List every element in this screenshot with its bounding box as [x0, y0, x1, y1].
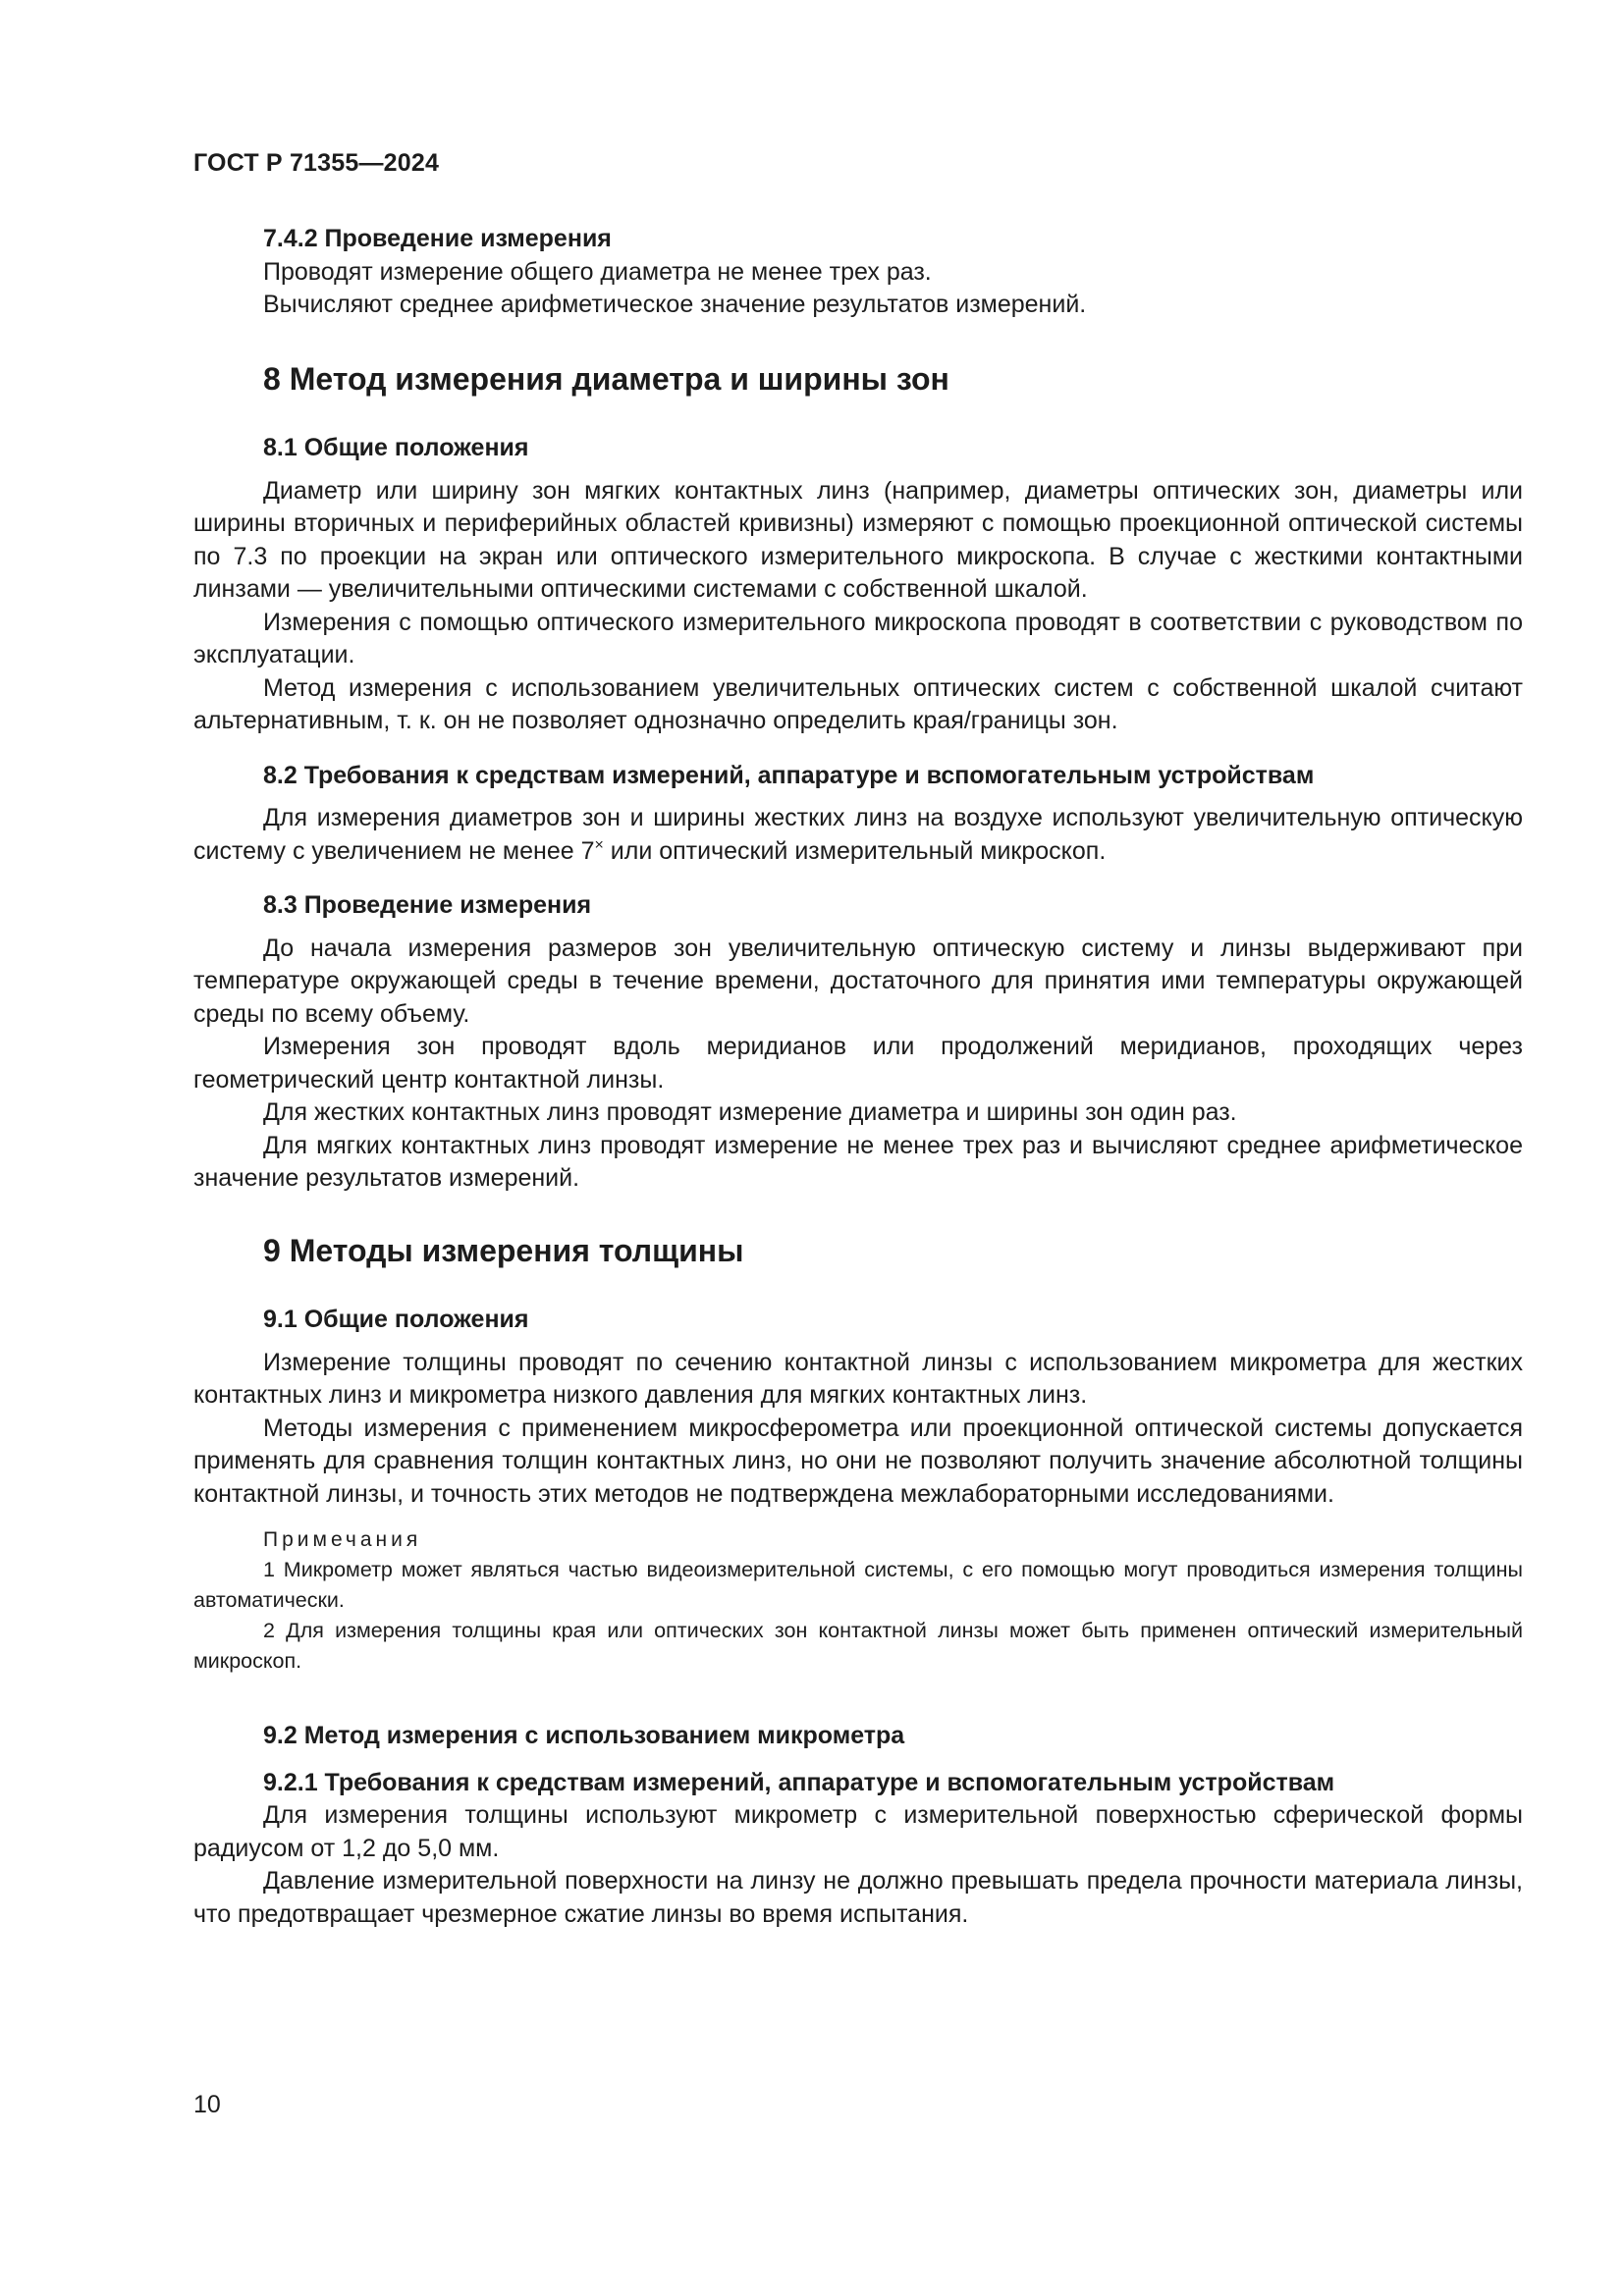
page-number: 10	[193, 2091, 221, 2118]
paragraph-8-3-4: Для мягких контактных линз проводят измерение не менее трех раз и вычисляют среднее арифметическое значение результатов измерений.	[193, 1131, 1523, 1192]
paragraph-9-2-1-1: Для измерения толщины используют микрометр с измерительной поверхностью сферической формы радиусом от 1,2 до 5,0 мм.	[193, 1801, 1523, 1862]
heading-7-4-2: 7.4.2 Проведение измерения	[263, 225, 612, 252]
heading-9-1: 9.1 Общие положения	[263, 1306, 529, 1333]
paragraph-8-1-1: Диаметр или ширину зон мягких контактных линз (например, диаметры оптических зон, диаметры или ширины вторичных и периферийных областей кривизны) измеряют с помощью проекционной оптической системы по 7.3 по проекции на экран или оптического измерительного микроскопа. В случае с жесткими контактными линзами — увеличительными оптическими системами с собственной шкалой.	[193, 476, 1523, 603]
note-1: 1 Микрометр может являться частью видеоизмерительной системы, с его помощью могут проводиться измерения толщины автоматически.	[193, 1558, 1523, 1612]
paragraph-8-3-2: Измерения зон проводят вдоль меридианов или продолжений меридианов, проходящих через геометрический центр контактной линзы.	[193, 1033, 1523, 1094]
heading-9-2-1: 9.2.1 Требования к средствам измерений, аппаратуре и вспомогательным устройствам	[263, 1768, 1335, 1796]
notes-title: Примечания	[263, 1528, 422, 1551]
paragraph-8-2-1	[193, 802, 1523, 868]
page-content	[193, 223, 1523, 1931]
magnification-sign: ×	[594, 836, 604, 854]
paragraph-8-1-2: Измерения с помощью оптического измерительного микроскопа проводят в соответствии с руководством по эксплуатации.	[193, 608, 1523, 668]
paragraph-9-2-1-2: Давление измерительной поверхности на линзу не должно превышать предела прочности материала линзы, что предотвращает чрезмерное сжатие линзы во время испытания.	[193, 1867, 1523, 1928]
paragraph-7-4-2-2: Вычисляют среднее арифметическое значение результатов измерений.	[263, 291, 1087, 318]
paragraph-9-1-2: Методы измерения с применением микросферометра или проекционной оптической системы допускается применять для сравнения толщин контактных линз, но они не позволяют получить значение абсолютной толщины контактной линзы, и точность этих методов не подтверждена межлабораторными исследованиями.	[193, 1414, 1523, 1508]
paragraph-7-4-2-1: Проводят измерение общего диаметра не менее трех раз.	[263, 257, 932, 286]
paragraph-8-1-3: Метод измерения с использованием увеличительных оптических систем с собственной шкалой считают альтернативным, т. к. он не позволяет однозначно определить края/границы зон.	[193, 673, 1523, 734]
paragraph-8-2-1-text-b: или оптический измерительный микроскоп.	[603, 836, 1107, 865]
heading-8-3: 8.3 Проведение измерения	[263, 891, 592, 919]
heading-8-2: 8.2 Требования к средствам измерений, аппаратуре и вспомогательным устройствам	[263, 761, 1315, 789]
paragraph-8-2-1-text-a: Для измерения диаметров зон и ширины жестких линз на воздухе используют увеличительную оптическую систему с увеличением не менее 7	[193, 804, 1523, 865]
heading-9-2: 9.2 Метод измерения с использованием микрометра	[263, 1722, 905, 1749]
note-2: 2 Для измерения толщины края или оптических зон контактной линзы может быть применен оптический измерительный микроскоп.	[193, 1619, 1523, 1673]
paragraph-8-3-1: До начала измерения размеров зон увеличительную оптическую систему и линзы выдерживают при температуре окружающей среды в течение времени, достаточного для принятия ими температуры окружающей среды по всему объему.	[193, 934, 1523, 1028]
heading-8-1: 8.1 Общие положения	[263, 434, 529, 461]
document-code-header: ГОСТ Р 71355—2024	[193, 149, 440, 177]
paragraph-9-1-1: Измерение толщины проводят по сечению контактной линзы с использованием микрометра для жестких контактных линз и микрометра низкого давления для мягких контактных линз.	[193, 1348, 1523, 1409]
heading-section-8: 8 Метод измерения диаметра и ширины зон	[263, 360, 949, 397]
heading-section-9: 9 Методы измерения толщины	[263, 1232, 744, 1268]
paragraph-8-3-3: Для жестких контактных линз проводят измерение диаметра и ширины зон один раз.	[263, 1098, 1237, 1126]
